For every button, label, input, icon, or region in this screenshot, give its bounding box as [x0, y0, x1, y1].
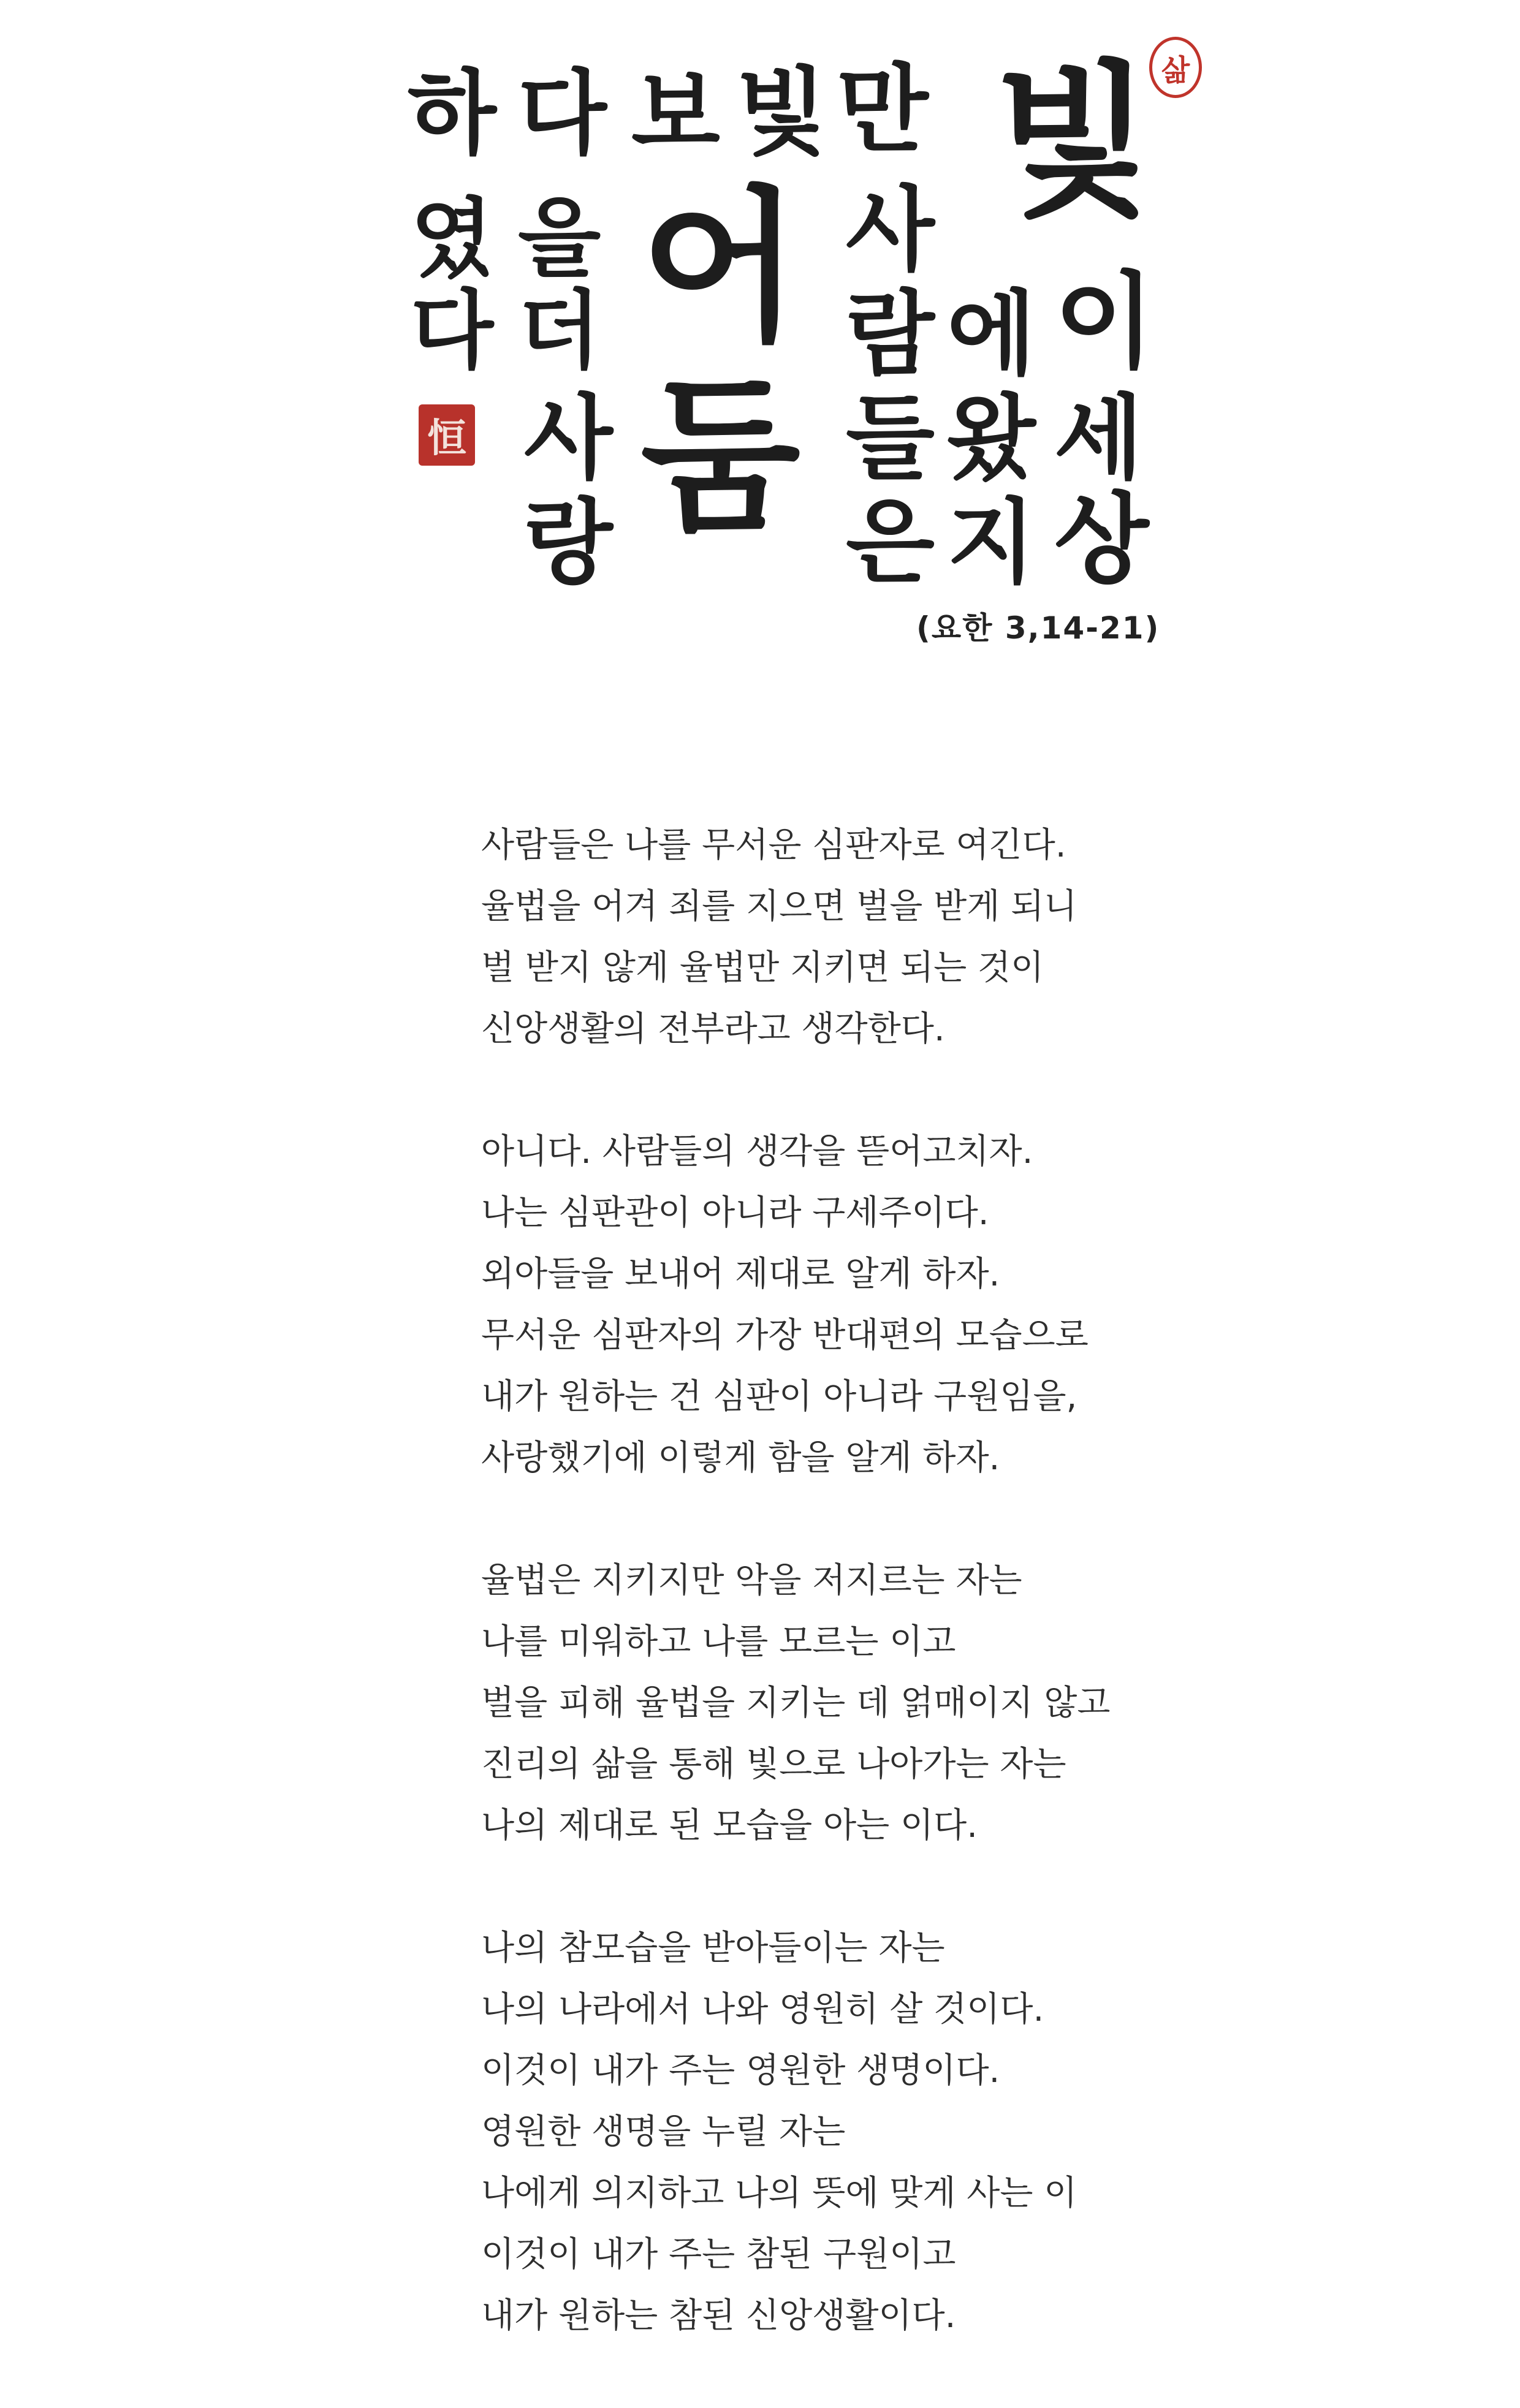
calli-glyph: 빛 — [735, 56, 827, 168]
seal-square: 恒 — [419, 404, 475, 466]
poem-line: 내가 원하는 건 심판이 아니라 구원임을, — [481, 1377, 1077, 1417]
calli-glyph: 왔 — [947, 384, 1036, 492]
calli-glyph: 람 — [846, 280, 935, 388]
calli-glyph: 더 — [518, 281, 601, 381]
calli-glyph: 랑 — [524, 488, 613, 596]
calli-glyph: 만 — [837, 53, 929, 165]
poem-body — [481, 815, 1278, 2408]
poem-line: 벌을 피해 율법을 지키는 데 얽매이지 않고 — [481, 1683, 1111, 1723]
poem-line: 벌 받지 않게 율법만 지키면 되는 것이 — [481, 948, 1044, 988]
poem-line: 나의 나라에서 나와 영원히 살 것이다. — [481, 1990, 1044, 2029]
seal-round: 삶 — [1149, 37, 1202, 98]
calli-glyph: 을 — [518, 189, 601, 289]
calli-glyph: 이 — [1054, 260, 1155, 383]
poem-line: 나의 참모습을 받아들이는 자는 — [481, 1928, 945, 1968]
calli-glyph: 에 — [947, 280, 1036, 388]
poem-line: 이것이 내가 주는 참된 구원이고 — [481, 2235, 956, 2274]
poem-line: 내가 원하는 참된 신앙생활이다. — [481, 2296, 956, 2336]
calli-glyph: 빛 — [993, 44, 1153, 238]
stanza — [481, 815, 1278, 1060]
poem-line: 사랑했기에 이렇게 함을 알게 하자. — [481, 1438, 1000, 1478]
calli-glyph: 보 — [631, 59, 720, 167]
stanza — [481, 1550, 1278, 1857]
calli-glyph: 하 — [408, 59, 496, 167]
poem-line: 외아들을 보내어 제대로 알게 하자. — [481, 1254, 1000, 1294]
calli-glyph: 다 — [411, 281, 494, 381]
calli-glyph: 상 — [1054, 482, 1149, 597]
calli-glyph: 세 — [1054, 384, 1143, 492]
calli-glyph: 은 — [846, 488, 935, 596]
calli-glyph: 둠 — [640, 359, 800, 554]
calligraphy-artwork — [0, 0, 1520, 674]
poem-line: 율법은 지키지만 악을 저지르는 자는 — [481, 1561, 1022, 1600]
calli-glyph: 다 — [518, 59, 607, 167]
poem-line: 율법을 어겨 죄를 지으면 벌을 받게 되니 — [481, 887, 1077, 926]
poem-line: 진리의 삶을 통해 빛으로 나아가는 자는 — [481, 1744, 1066, 1784]
calli-glyph: 사 — [524, 384, 613, 492]
scripture-reference: (요한 3,14-21) — [916, 610, 1160, 646]
poem-line: 이것이 내가 주는 영원한 생명이다. — [481, 2051, 1000, 2091]
calli-glyph: 어 — [640, 169, 800, 364]
calli-glyph: 들 — [846, 384, 935, 492]
poem-line: 나에게 의지하고 나의 뜻에 맞게 사는 이 — [481, 2173, 1077, 2213]
poem-line: 아니다. 사람들의 생각을 뜯어고치자. — [481, 1132, 1033, 1172]
poem-line: 나의 제대로 된 모습을 아는 이다. — [481, 1806, 978, 1846]
poem-line: 사람들은 나를 무서운 심판자로 여긴다. — [481, 825, 1066, 865]
stanza — [481, 1918, 1278, 2347]
calli-glyph: 사 — [846, 176, 935, 284]
poem-line: 신앙생활의 전부라고 생각한다. — [481, 1009, 945, 1049]
calli-glyph: 지 — [947, 488, 1036, 596]
calli-glyph: 였 — [411, 189, 494, 289]
poem-line: 나를 미워하고 나를 모르는 이고 — [481, 1622, 956, 1662]
poem-line: 무서운 심판자의 가장 반대편의 모습으로 — [481, 1316, 1089, 1355]
poem-line: 나는 심판관이 아니라 구세주이다. — [481, 1193, 989, 1233]
stanza — [481, 1121, 1278, 1489]
poem-line: 영원한 생명을 누릴 자는 — [481, 2112, 846, 2152]
